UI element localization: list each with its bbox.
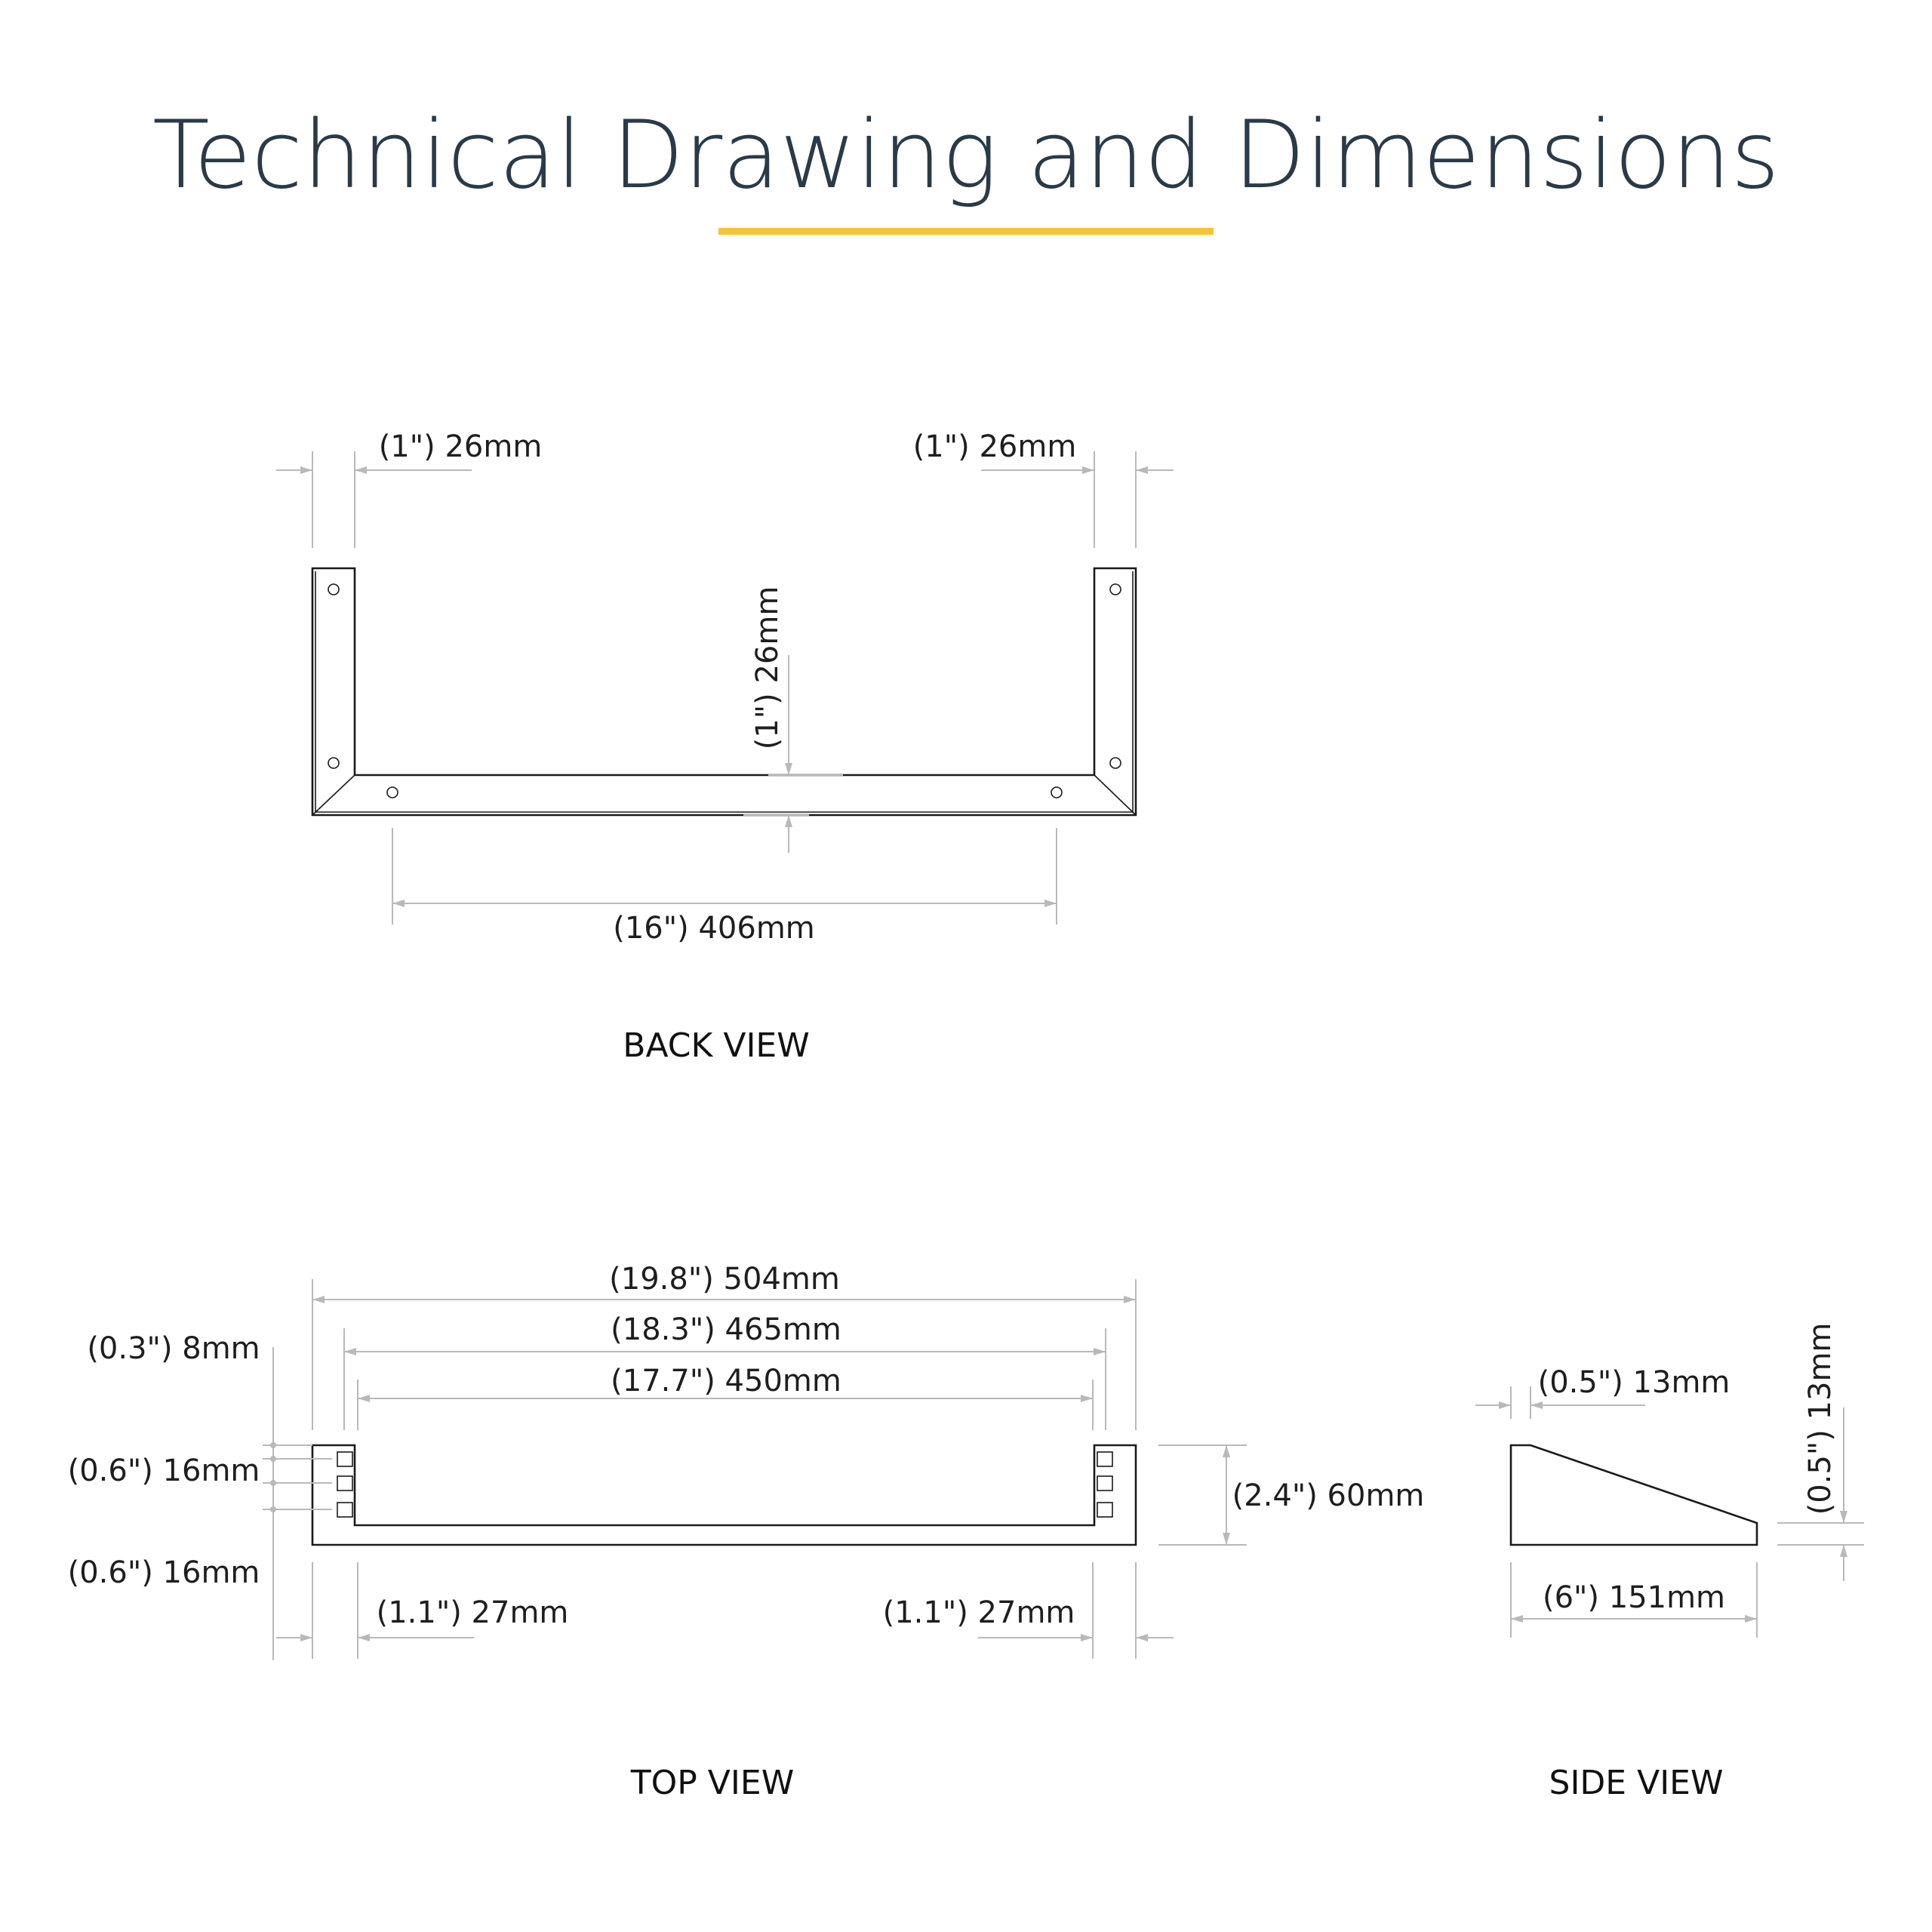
dim-label: (0.5") 13mm bbox=[1803, 1322, 1838, 1515]
dim-top-inner-width bbox=[358, 1364, 1093, 1430]
dim-label: (0.5") 13mm bbox=[1537, 1365, 1730, 1400]
dim-label: (18.3") 465mm bbox=[611, 1312, 841, 1347]
slot bbox=[1097, 1452, 1112, 1466]
dim-side-end-height bbox=[1777, 1323, 1864, 1581]
mount-hole bbox=[387, 787, 398, 798]
dim-label: (2.4") 60mm bbox=[1232, 1478, 1425, 1513]
side-view bbox=[1475, 1323, 1864, 1802]
dim-label: (1") 26mm bbox=[750, 586, 785, 750]
dim-top-depth bbox=[1158, 1445, 1424, 1545]
back-view bbox=[276, 429, 1174, 1065]
mount-hole bbox=[328, 584, 339, 595]
dim-label: (0.6") 16mm bbox=[67, 1454, 260, 1488]
mount-hole bbox=[1110, 584, 1121, 595]
dim-label: (19.8") 504mm bbox=[609, 1262, 840, 1297]
dim-side-top-edge bbox=[1475, 1365, 1730, 1419]
top-view-label: TOP VIEW bbox=[630, 1764, 795, 1802]
dim-back-base-height bbox=[743, 586, 843, 853]
dim-label: (6") 151mm bbox=[1542, 1580, 1726, 1615]
mount-hole bbox=[1110, 758, 1121, 768]
slot bbox=[337, 1452, 352, 1466]
side-view-label: SIDE VIEW bbox=[1549, 1764, 1724, 1802]
dim-label: (1") 26mm bbox=[912, 429, 1077, 464]
dim-back-right-flange bbox=[913, 429, 1174, 548]
top-view-bracket-outline bbox=[312, 1445, 1136, 1545]
dim-label: (1.1") 27mm bbox=[376, 1595, 569, 1630]
slot bbox=[1097, 1503, 1112, 1517]
mount-hole bbox=[328, 758, 339, 768]
dim-back-left-flange bbox=[276, 429, 542, 548]
dim-label: (1") 26mm bbox=[378, 429, 543, 464]
dim-top-slot-pitch bbox=[68, 1331, 332, 1660]
dim-back-hole-spacing bbox=[392, 828, 1057, 946]
dim-side-length bbox=[1511, 1562, 1757, 1638]
mount-hole bbox=[1051, 787, 1062, 798]
page-title: Technical Drawing and Dimensions bbox=[152, 101, 1780, 210]
slot bbox=[1097, 1476, 1112, 1491]
top-view bbox=[68, 1262, 1425, 1802]
back-view-bracket-outline bbox=[312, 568, 1136, 815]
side-view-profile bbox=[1511, 1445, 1757, 1545]
title-underline bbox=[718, 228, 1214, 235]
dim-label: (1.1") 27mm bbox=[882, 1595, 1075, 1630]
slot bbox=[337, 1476, 352, 1491]
dim-top-left-flange bbox=[276, 1562, 568, 1659]
slot bbox=[337, 1503, 352, 1517]
dim-label: (16") 406mm bbox=[613, 911, 815, 946]
dim-label: (0.3") 8mm bbox=[87, 1331, 260, 1366]
dim-label: (17.7") 450mm bbox=[611, 1364, 841, 1398]
back-view-label: BACK VIEW bbox=[623, 1026, 810, 1065]
dim-top-right-flange bbox=[883, 1562, 1174, 1659]
dim-label: (0.6") 16mm bbox=[67, 1555, 260, 1590]
